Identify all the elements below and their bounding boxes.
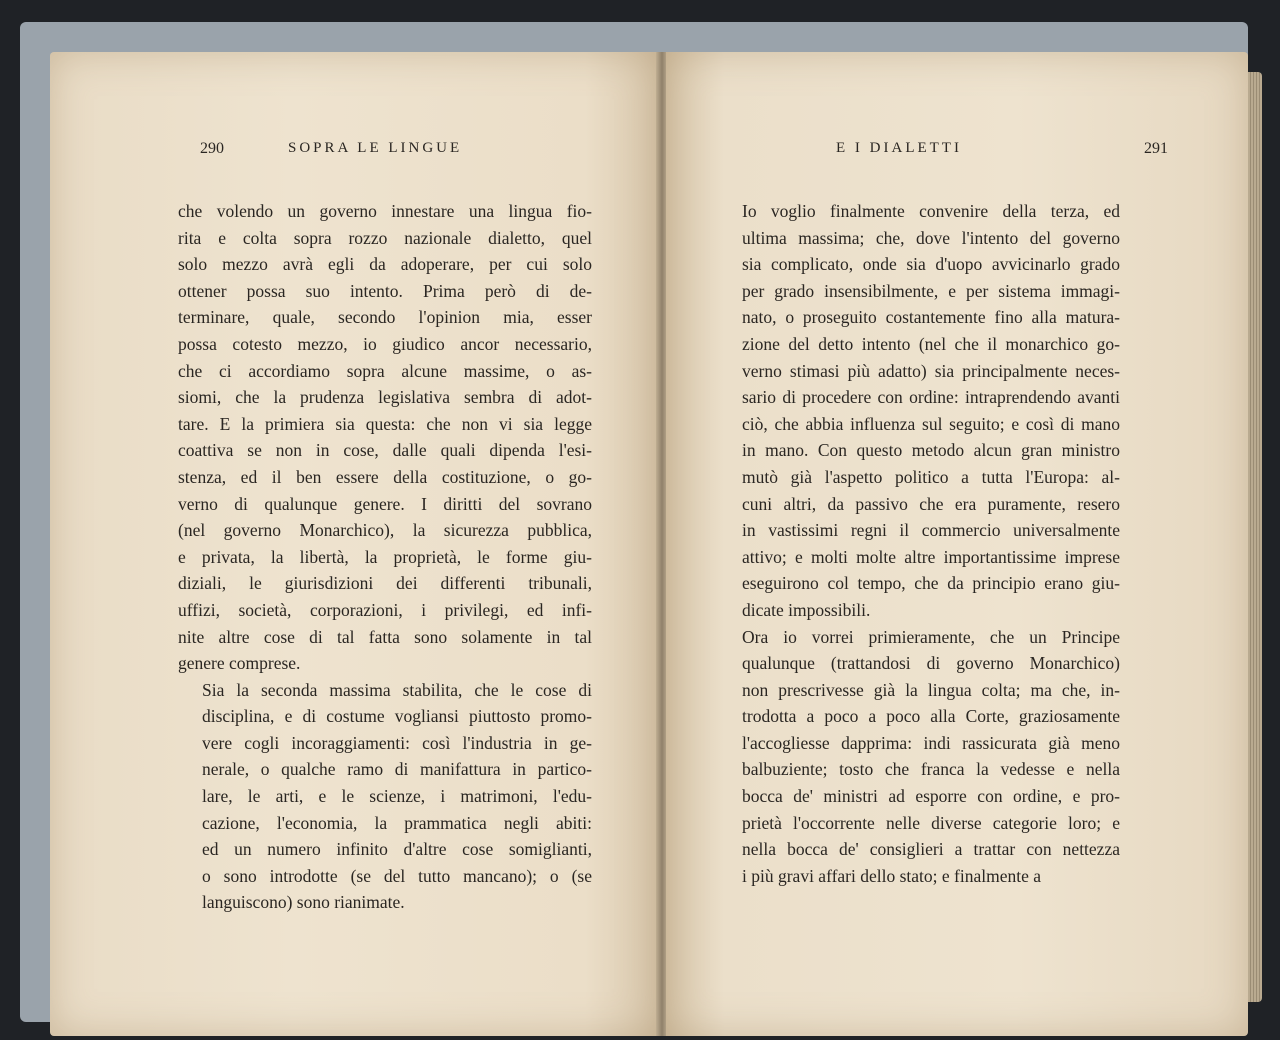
left-page bbox=[50, 52, 658, 1036]
text-line: attivo; e molti molte altre importantissime imprese bbox=[742, 546, 1120, 567]
page-edges bbox=[1248, 72, 1262, 1002]
text-line: Io voglio finalmente convenire della terza, ed bbox=[742, 201, 1120, 221]
text-line: solo mezzo avrà egli da adoperare, per cui solo bbox=[178, 254, 592, 275]
text-line: nella bocca de' consiglieri a trattar con nettezza bbox=[742, 839, 1120, 860]
running-head: SOPRA LE LINGUE bbox=[288, 140, 463, 156]
text-line: l'accogliesse dapprima: indi rassicurata già meno bbox=[742, 732, 1120, 753]
paragraph bbox=[718, 198, 1120, 624]
text-line: i più gravi affari dello stato; e finalmente a bbox=[742, 865, 1042, 886]
page-body-text bbox=[178, 198, 592, 916]
text-line: o sono introdotte (se del tutto mancano); o (se bbox=[202, 865, 592, 886]
text-line: genere comprese. bbox=[178, 653, 301, 674]
text-line: possa cotesto mezzo, io giudico ancor necessario, bbox=[178, 333, 592, 354]
text-line: ed un numero infinito d'altre cose somiglianti, bbox=[202, 839, 592, 860]
text-line: cuni altri, da passivo che era puramente, resero bbox=[742, 493, 1120, 514]
text-line: vere cogli incoraggiamenti: così l'industria in ge- bbox=[202, 732, 592, 753]
text-line: sia complicato, onde sia d'uopo avvicinarlo grado bbox=[742, 254, 1120, 275]
text-line: prietà l'occorrente nelle diverse categorie loro; e bbox=[742, 812, 1120, 833]
text-line: in vastissimi regni il commercio universalmente bbox=[742, 520, 1120, 541]
text-line: che volendo un governo innestare una lingua fio- bbox=[178, 201, 592, 221]
text-line: trodotta a poco a poco alla Corte, graziosamente bbox=[742, 706, 1120, 727]
text-line: languiscono) sono rianimate. bbox=[202, 892, 405, 913]
text-line: Ora io vorrei primieramente, che un Principe bbox=[742, 626, 1120, 647]
text-line: qualunque (trattandosi di governo Monarchico) bbox=[742, 653, 1120, 674]
text-line: siomi, che la prudenza legislativa sembra di adot- bbox=[178, 387, 592, 408]
text-line: rita e colta sopra rozzo nazionale dialetto, quel bbox=[178, 227, 592, 248]
text-line: eseguirono col tempo, che da principio erano giu- bbox=[742, 573, 1120, 594]
text-line: Sia la seconda massima stabilita, che le cose di bbox=[202, 679, 592, 700]
running-head: E I DIALETTI bbox=[836, 140, 962, 156]
text-line: non prescrivesse già la lingua colta; ma che, in- bbox=[742, 679, 1120, 700]
text-line: disciplina, e di costume vogliansi piuttosto promo- bbox=[202, 706, 592, 727]
text-line: verno di qualunque genere. I diritti del sovrano bbox=[178, 493, 592, 514]
paragraph bbox=[718, 624, 1120, 890]
right-page bbox=[666, 52, 1248, 1036]
text-line: cazione, l'economia, la prammatica negli abiti: bbox=[202, 812, 592, 833]
text-line: uffizi, società, corporazioni, i privilegi, ed infi- bbox=[178, 599, 592, 620]
paragraph bbox=[178, 677, 592, 916]
page-number: 290 bbox=[200, 140, 224, 157]
text-line: nerale, o qualche ramo di manifattura in partico- bbox=[202, 759, 592, 780]
text-line: in mano. Con questo metodo alcun gran ministro bbox=[742, 440, 1120, 461]
text-line: ottener possa suo intento. Prima però di de- bbox=[178, 280, 592, 301]
text-line: e privata, la libertà, la proprietà, le forme giu- bbox=[178, 546, 592, 567]
text-line: nato, o proseguito costantemente fino alla matura- bbox=[742, 307, 1120, 328]
text-line: nite altre cose di tal fatta sono solamente in tal bbox=[178, 626, 592, 647]
text-line: zione del detto intento (nel che il monarchico go- bbox=[742, 333, 1120, 354]
text-line: per grado insensibilmente, e per sistema immagi- bbox=[742, 280, 1120, 301]
text-line: dicate impossibili. bbox=[742, 599, 871, 620]
text-line: (nel governo Monarchico), la sicurezza pubblica, bbox=[178, 520, 592, 541]
paragraph bbox=[178, 198, 592, 677]
text-line: tare. E la primiera sia questa: che non vi sia legge bbox=[178, 413, 592, 434]
text-line: lare, le arti, e le scienze, i matrimoni, l'edu- bbox=[202, 786, 592, 807]
text-line: stenza, ed il ben essere della costituzione, o go- bbox=[178, 466, 592, 487]
text-line: mutò già l'aspetto politico a tutta l'Europa: al- bbox=[742, 466, 1120, 487]
text-line: balbuziente; tosto che franca la vedesse e nella bbox=[742, 759, 1120, 780]
text-line: sario di procedere con ordine: intraprendendo avanti bbox=[742, 387, 1120, 408]
text-line: ultima massima; che, dove l'intento del governo bbox=[742, 227, 1120, 248]
text-line: coattiva se non in cose, dalle quali dipenda l'esi- bbox=[178, 440, 592, 461]
page-number: 291 bbox=[1144, 140, 1168, 157]
book-spread bbox=[20, 22, 1248, 1022]
text-line: diziali, le giurisdizioni dei differenti tribunali, bbox=[178, 573, 592, 594]
text-line: che ci accordiamo sopra alcune massime, o as- bbox=[178, 360, 592, 381]
text-line: bocca de' ministri ad esporre con ordine, e pro- bbox=[742, 786, 1120, 807]
page-body-text bbox=[718, 198, 1120, 889]
text-line: terminare, quale, secondo l'opinion mia, esser bbox=[178, 307, 592, 328]
text-line: verno stimasi più adatto) sia principalmente neces- bbox=[742, 360, 1120, 381]
text-line: ciò, che abbia influenza sul seguito; e così di mano bbox=[742, 413, 1120, 434]
